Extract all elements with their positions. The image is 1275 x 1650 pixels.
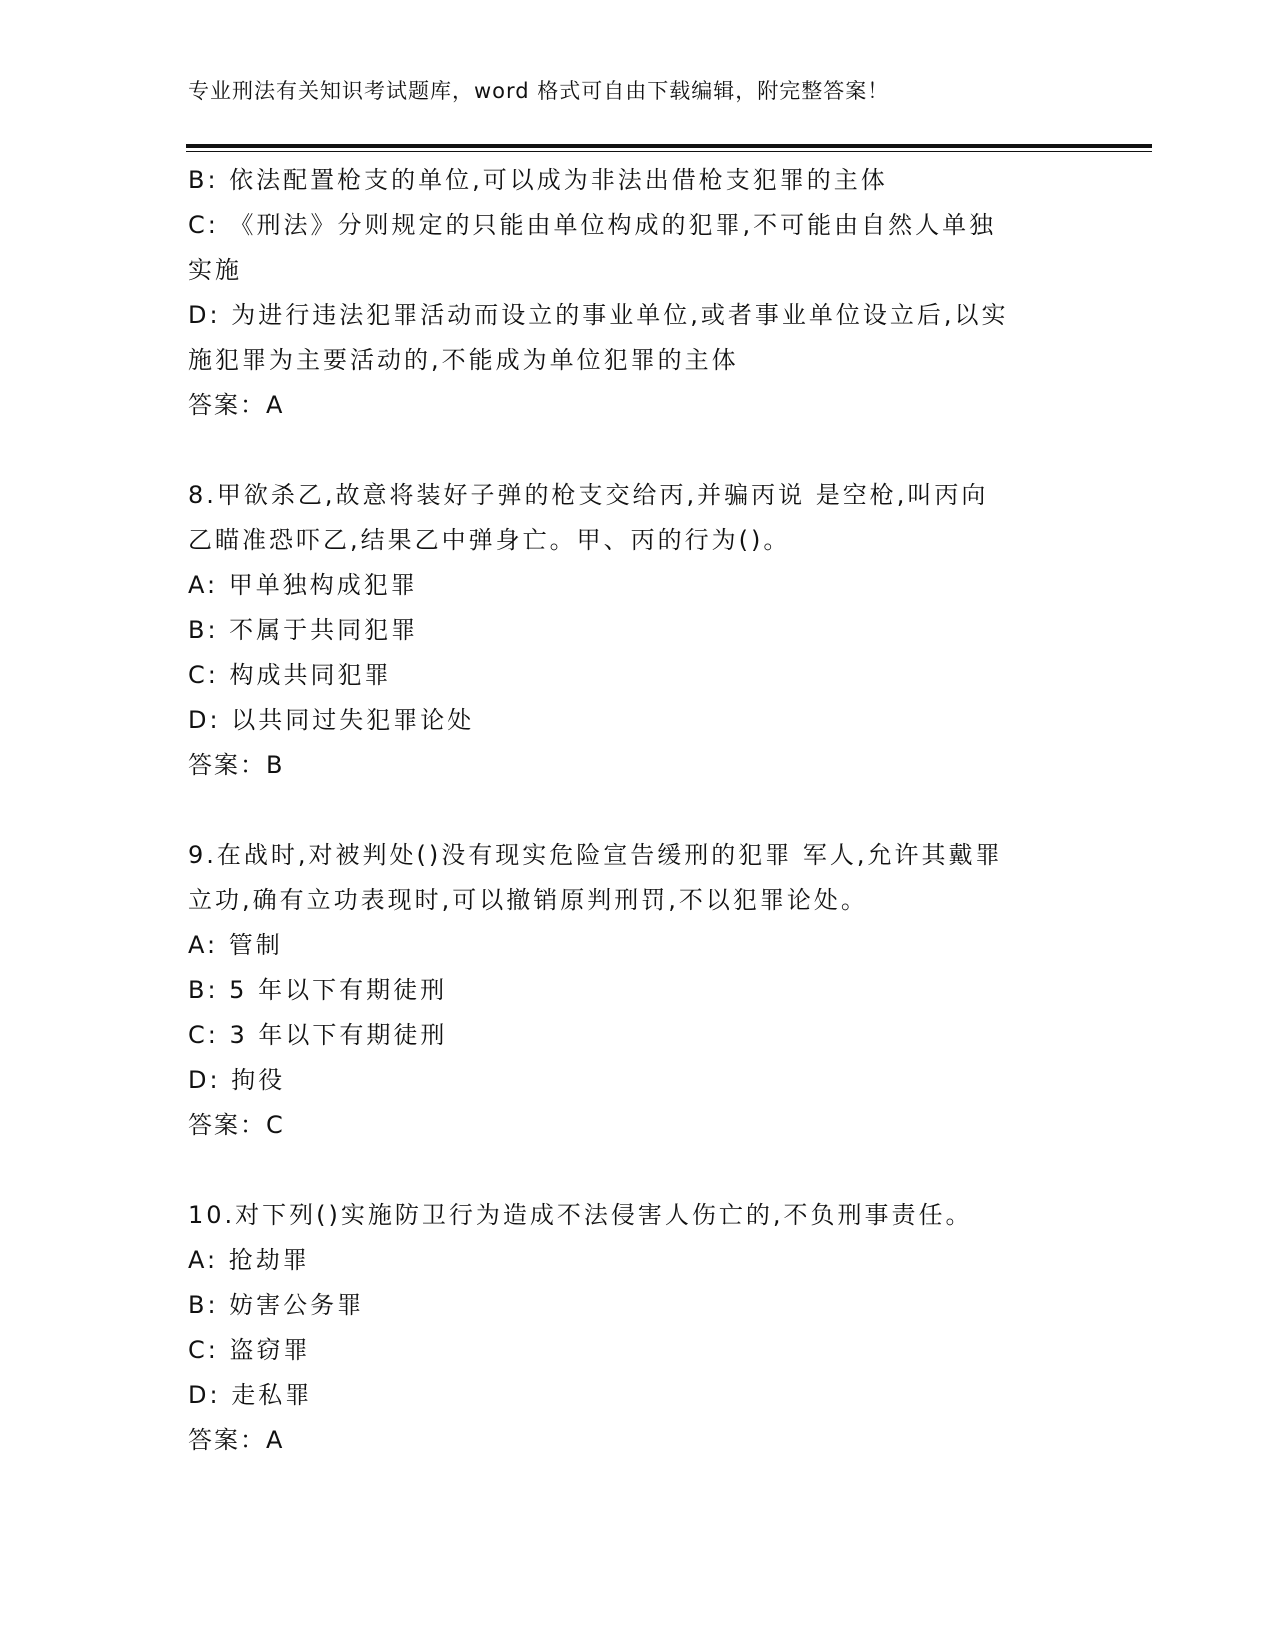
option-line: D: 为进行违法犯罪活动而设立的事业单位,或者事业单位设立后,以实 xyxy=(188,301,1009,329)
option-a: A: 管制 xyxy=(188,931,283,959)
prev-question xyxy=(188,158,1088,428)
question-8 xyxy=(188,473,1088,788)
spacer xyxy=(188,1148,1088,1193)
answer-line: 答案：B xyxy=(188,751,285,779)
page-header: 专业刑法有关知识考试题库，word 格式可自由下载编辑，附完整答案！ xyxy=(188,79,890,103)
option-line: 施犯罪为主要活动的,不能成为单位犯罪的主体 xyxy=(188,346,739,374)
question-stem: 乙瞄准恐吓乙,结果乙中弹身亡。甲、丙的行为()。 xyxy=(188,526,791,554)
option-b: B: 不属于共同犯罪 xyxy=(188,616,419,644)
option-b: B: 5 年以下有期徒刑 xyxy=(188,976,448,1004)
answer-line: 答案：A xyxy=(188,1426,285,1454)
option-c: C: 盗窃罪 xyxy=(188,1336,311,1364)
spacer xyxy=(188,428,1088,473)
question-stem: 立功,确有立功表现时,可以撤销原判刑罚,不以犯罪论处。 xyxy=(188,886,868,914)
answer-line: 答案：A xyxy=(188,391,285,419)
answer-line: 答案：C xyxy=(188,1111,285,1139)
spacer xyxy=(188,788,1088,833)
question-stem: 8.甲欲杀乙,故意将装好子弹的枪支交给丙,并骗丙说 是空枪,叫丙向 xyxy=(188,481,989,509)
option-c: C: 3 年以下有期徒刑 xyxy=(188,1021,448,1049)
option-a: A: 甲单独构成犯罪 xyxy=(188,571,418,599)
option-line: C: 《刑法》分则规定的只能由单位构成的犯罪,不可能由自然人单独 xyxy=(188,211,997,239)
option-d: D: 走私罪 xyxy=(188,1381,313,1409)
option-b: B: 妨害公务罪 xyxy=(188,1291,365,1319)
document-content xyxy=(188,158,1088,1463)
question-stem: 9.在战时,对被判处()没有现实危险宣告缓刑的犯罪 军人,允许其戴罪 xyxy=(188,841,1003,869)
option-c: C: 构成共同犯罪 xyxy=(188,661,392,689)
question-9 xyxy=(188,833,1088,1148)
header-rule-thick xyxy=(186,144,1152,148)
option-a: A: 抢劫罪 xyxy=(188,1246,310,1274)
question-stem: 10.对下列()实施防卫行为造成不法侵害人伤亡的,不负刑事责任。 xyxy=(188,1201,973,1229)
option-d: D: 以共同过失犯罪论处 xyxy=(188,706,475,734)
option-d: D: 拘役 xyxy=(188,1066,286,1094)
header-rule-thin xyxy=(186,151,1152,152)
option-line: B: 依法配置枪支的单位,可以成为非法出借枪支犯罪的主体 xyxy=(188,166,888,194)
option-line: 实施 xyxy=(188,256,242,284)
question-10 xyxy=(188,1193,1088,1463)
